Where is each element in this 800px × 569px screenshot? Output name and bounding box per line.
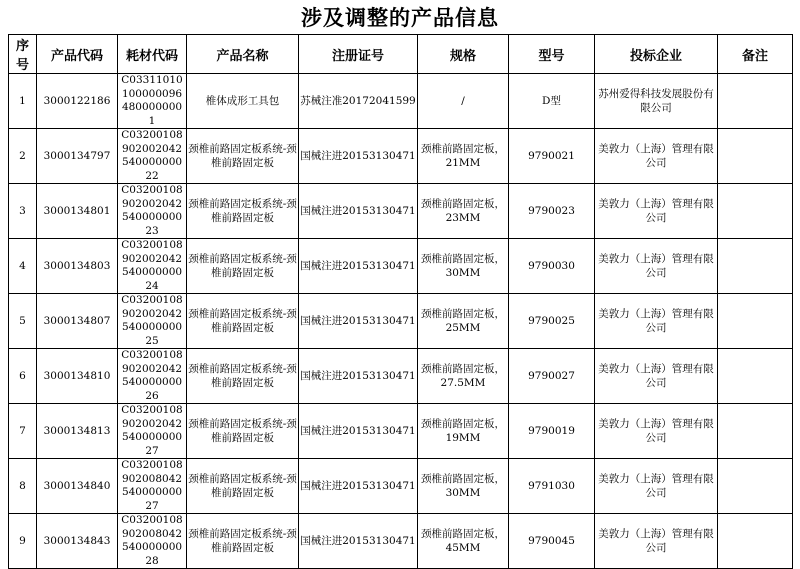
cell-product-name: 颈椎前路固定板系统-颈椎前路固定板 bbox=[187, 129, 299, 184]
cell-consumable-code: C0320010890200204254000000027 bbox=[118, 404, 187, 459]
cell-no: 8 bbox=[9, 459, 37, 514]
cell-spec: 颈椎前路固定板，21MM bbox=[418, 129, 509, 184]
cell-company: 美敦力（上海）管理有限公司 bbox=[595, 184, 718, 239]
cell-product-name: 颈椎前路固定板系统-颈椎前路固定板 bbox=[187, 239, 299, 294]
cell-product-code: 3000134807 bbox=[37, 294, 118, 349]
cell-consumable-code: C0320010890200204254000000024 bbox=[118, 239, 187, 294]
cell-model: 9791030 bbox=[509, 459, 595, 514]
cell-remark bbox=[718, 404, 793, 459]
cell-product-code: 3000122186 bbox=[37, 74, 118, 129]
table-row bbox=[9, 294, 793, 349]
cell-registration-no: 苏械注准20172041599 bbox=[299, 74, 418, 129]
cell-model: 9790019 bbox=[509, 404, 595, 459]
cell-product-code: 3000134840 bbox=[37, 459, 118, 514]
table-row bbox=[9, 349, 793, 404]
table-header-row bbox=[9, 35, 793, 74]
cell-product-name: 颈椎前路固定板系统-颈椎前路固定板 bbox=[187, 404, 299, 459]
cell-company: 美敦力（上海）管理有限公司 bbox=[595, 349, 718, 404]
cell-model: 9790023 bbox=[509, 184, 595, 239]
cell-product-name: 颈椎前路固定板系统-颈椎前路固定板 bbox=[187, 184, 299, 239]
cell-no: 4 bbox=[9, 239, 37, 294]
cell-company: 美敦力（上海）管理有限公司 bbox=[595, 514, 718, 569]
cell-registration-no: 国械注进20153130471 bbox=[299, 239, 418, 294]
col-header-product-name: 产品名称 bbox=[187, 35, 299, 74]
cell-product-name: 颈椎前路固定板系统-颈椎前路固定板 bbox=[187, 349, 299, 404]
cell-spec: 颈椎前路固定板，23MM bbox=[418, 184, 509, 239]
col-header-spec: 规格 bbox=[418, 35, 509, 74]
cell-spec: 颈椎前路固定板，25MM bbox=[418, 294, 509, 349]
cell-no: 2 bbox=[9, 129, 37, 184]
cell-remark bbox=[718, 74, 793, 129]
table-row bbox=[9, 129, 793, 184]
cell-model: 9790030 bbox=[509, 239, 595, 294]
cell-company: 美敦力（上海）管理有限公司 bbox=[595, 459, 718, 514]
table-row bbox=[9, 239, 793, 294]
cell-product-name: 椎体成形工具包 bbox=[187, 74, 299, 129]
product-table bbox=[8, 34, 793, 569]
cell-consumable-code: C0320010890200204254000000025 bbox=[118, 294, 187, 349]
cell-remark bbox=[718, 459, 793, 514]
cell-spec: 颈椎前路固定板，27.5MM bbox=[418, 349, 509, 404]
cell-product-code: 3000134801 bbox=[37, 184, 118, 239]
cell-spec: 颈椎前路固定板，30MM bbox=[418, 239, 509, 294]
col-header-no: 序号 bbox=[9, 35, 37, 74]
cell-registration-no: 国械注进20153130471 bbox=[299, 514, 418, 569]
cell-company: 美敦力（上海）管理有限公司 bbox=[595, 129, 718, 184]
cell-remark bbox=[718, 349, 793, 404]
cell-company: 美敦力（上海）管理有限公司 bbox=[595, 294, 718, 349]
cell-product-code: 3000134797 bbox=[37, 129, 118, 184]
cell-model: 9790027 bbox=[509, 349, 595, 404]
cell-no: 3 bbox=[9, 184, 37, 239]
cell-company: 美敦力（上海）管理有限公司 bbox=[595, 239, 718, 294]
cell-no: 5 bbox=[9, 294, 37, 349]
cell-remark bbox=[718, 514, 793, 569]
cell-no: 1 bbox=[9, 74, 37, 129]
cell-model: 9790025 bbox=[509, 294, 595, 349]
table-row bbox=[9, 459, 793, 514]
cell-product-code: 3000134810 bbox=[37, 349, 118, 404]
cell-consumable-code: C0320010890200204254000000023 bbox=[118, 184, 187, 239]
cell-registration-no: 国械注进20153130471 bbox=[299, 459, 418, 514]
cell-remark bbox=[718, 184, 793, 239]
cell-consumable-code: C0320010890200804254000000027 bbox=[118, 459, 187, 514]
col-header-consumable-code: 耗材代码 bbox=[118, 35, 187, 74]
table-row bbox=[9, 404, 793, 459]
cell-registration-no: 国械注进20153130471 bbox=[299, 349, 418, 404]
cell-spec: 颈椎前路固定板，19MM bbox=[418, 404, 509, 459]
table-row bbox=[9, 514, 793, 569]
col-header-product-code: 产品代码 bbox=[37, 35, 118, 74]
cell-product-name: 颈椎前路固定板系统-颈椎前路固定板 bbox=[187, 514, 299, 569]
cell-no: 9 bbox=[9, 514, 37, 569]
page-title: 涉及调整的产品信息 bbox=[301, 6, 499, 30]
cell-no: 6 bbox=[9, 349, 37, 404]
cell-product-code: 3000134813 bbox=[37, 404, 118, 459]
cell-registration-no: 国械注进20153130471 bbox=[299, 129, 418, 184]
cell-consumable-code: C033110101000000964800000001 bbox=[118, 74, 187, 129]
cell-product-name: 颈椎前路固定板系统-颈椎前路固定板 bbox=[187, 459, 299, 514]
cell-spec: 颈椎前路固定板，45MM bbox=[418, 514, 509, 569]
col-header-model: 型号 bbox=[509, 35, 595, 74]
cell-model: 9790045 bbox=[509, 514, 595, 569]
table-row bbox=[9, 74, 793, 129]
cell-remark bbox=[718, 239, 793, 294]
cell-spec: / bbox=[418, 74, 509, 129]
cell-remark bbox=[718, 294, 793, 349]
col-header-company: 投标企业 bbox=[595, 35, 718, 74]
table-row bbox=[9, 184, 793, 239]
cell-consumable-code: C0320010890200204254000000026 bbox=[118, 349, 187, 404]
cell-spec: 颈椎前路固定板， 30MM bbox=[418, 459, 509, 514]
cell-registration-no: 国械注进20153130471 bbox=[299, 294, 418, 349]
cell-company: 美敦力（上海）管理有限公司 bbox=[595, 404, 718, 459]
cell-consumable-code: C0320010890200204254000000022 bbox=[118, 129, 187, 184]
cell-no: 7 bbox=[9, 404, 37, 459]
cell-registration-no: 国械注进20153130471 bbox=[299, 404, 418, 459]
cell-model: 9790021 bbox=[509, 129, 595, 184]
cell-company: 苏州爱得科技发展股份有限公司 bbox=[595, 74, 718, 129]
cell-product-code: 3000134803 bbox=[37, 239, 118, 294]
cell-product-name: 颈椎前路固定板系统-颈椎前路固定板 bbox=[187, 294, 299, 349]
cell-product-code: 3000134843 bbox=[37, 514, 118, 569]
cell-consumable-code: C0320010890200804254000000028 bbox=[118, 514, 187, 569]
cell-registration-no: 国械注进20153130471 bbox=[299, 184, 418, 239]
col-header-remark: 备注 bbox=[718, 35, 793, 74]
cell-remark bbox=[718, 129, 793, 184]
cell-model: D型 bbox=[509, 74, 595, 129]
col-header-registration-no: 注册证号 bbox=[299, 35, 418, 74]
